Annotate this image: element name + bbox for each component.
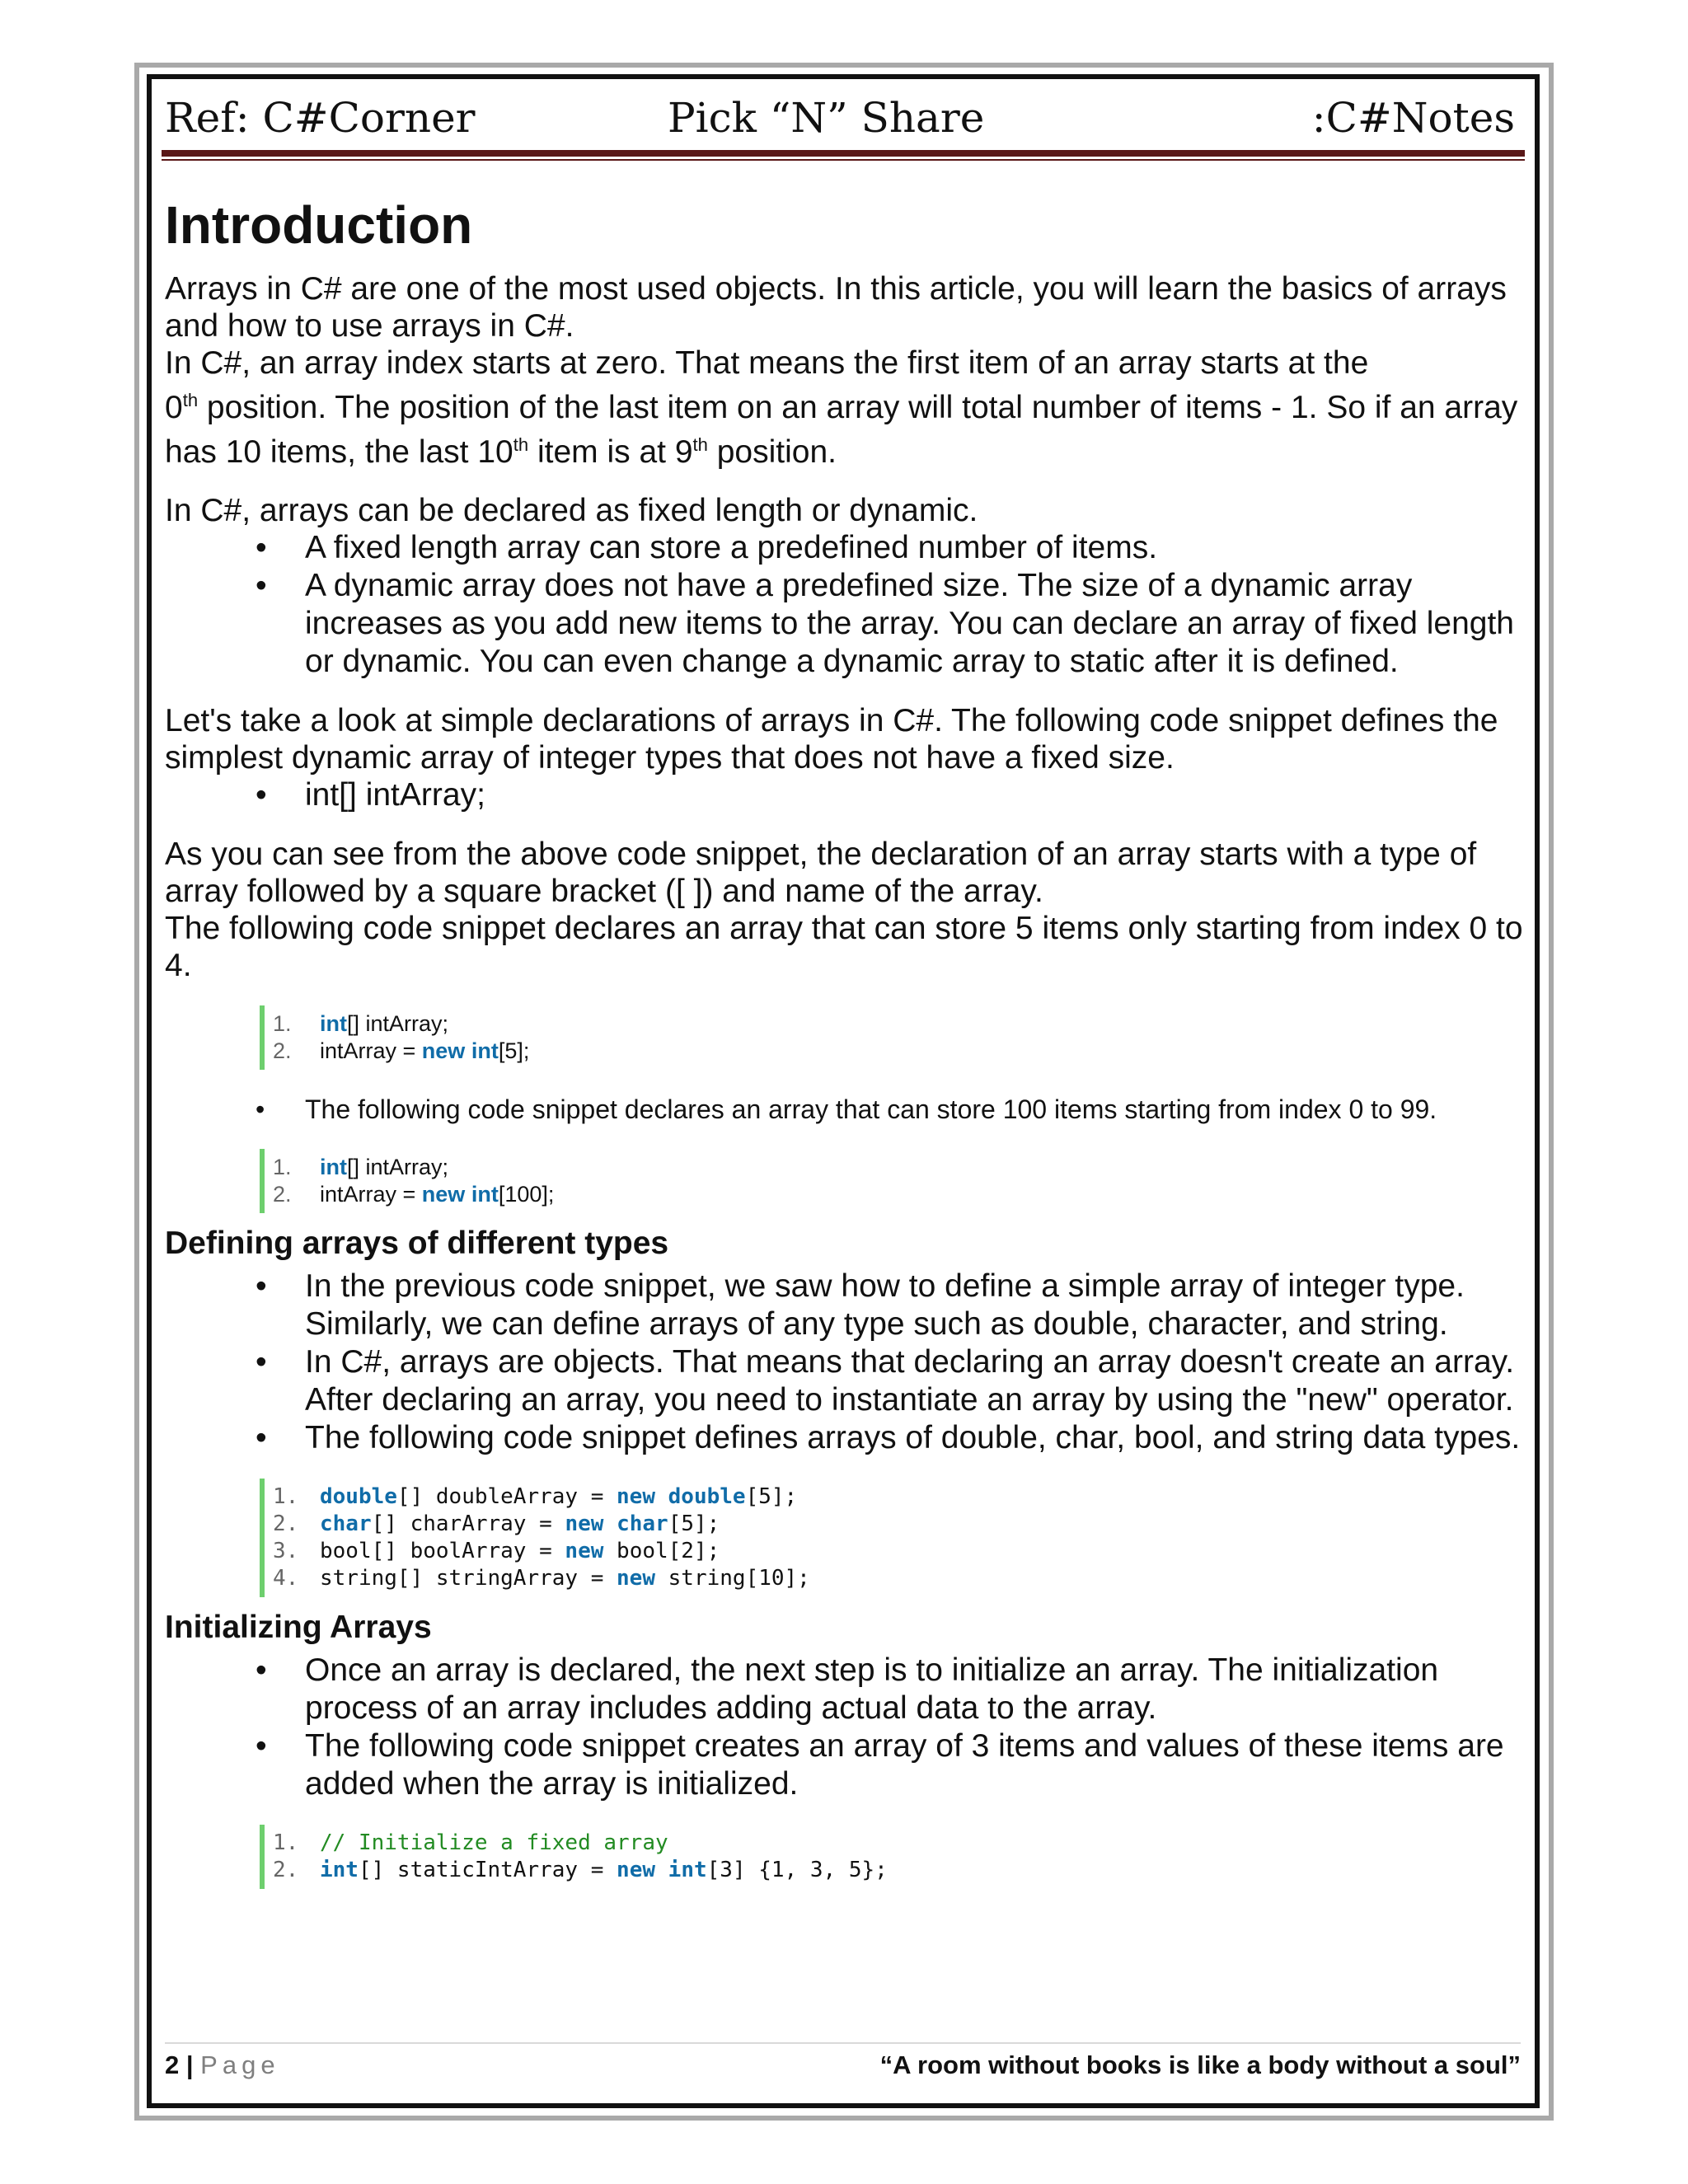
line-number: 2. <box>273 1511 299 1536</box>
code-line <box>265 1038 1525 1065</box>
code-text: [] staticIntArray = <box>358 1858 617 1882</box>
dynamic-array-list <box>165 776 1525 814</box>
page-header <box>165 94 1515 145</box>
code-line <box>265 1538 1525 1565</box>
line-number: 2. <box>273 1858 299 1882</box>
line-number: 4. <box>273 1566 299 1591</box>
page-label: Page <box>200 2050 280 2079</box>
code-line <box>265 1483 1525 1511</box>
types-list <box>165 1268 1525 1457</box>
code-keyword: new <box>421 1182 466 1207</box>
intro-paragraph-4: Let's take a look at simple declarations of arrays in C#. The following code snippet defines the simplest dynamic array of integer types that does not have a fixed size. <box>165 703 1498 776</box>
line-number: 1. <box>273 1484 299 1509</box>
code-snippet-2 <box>260 1149 1525 1213</box>
code-snippet-1 <box>260 1005 1525 1070</box>
code-keyword: int <box>471 1182 499 1207</box>
code-keyword: new <box>617 1566 655 1591</box>
code-space <box>655 1484 668 1509</box>
code-line <box>265 1511 1525 1538</box>
header-rule-thin <box>162 159 1525 161</box>
footer-rule <box>165 2042 1521 2044</box>
intro-paragraph-1: Arrays in C# are one of the most used objects. In this article, you will learn the basics of arrays and how to use arrays in C#. <box>165 271 1507 344</box>
page-number <box>165 2050 280 2080</box>
line-number: 1. <box>273 1155 292 1179</box>
sup-th-2: th <box>513 434 529 455</box>
code-text: [5]; <box>498 1038 530 1063</box>
code-keyword: new <box>617 1858 656 1882</box>
code-space <box>603 1511 617 1536</box>
code-text: [] doubleArray = <box>396 1484 617 1509</box>
intro-heading: Introduction <box>165 195 473 255</box>
list-item: • Once an array is declared, the next step is to initialize an array. The initialization process of an array includes adding actual data to the array. <box>165 1652 1525 1727</box>
text-item-at: item is at 9 <box>528 434 693 470</box>
code-keyword: int <box>668 1858 707 1882</box>
code-line <box>265 1857 1525 1884</box>
types-heading: Defining arrays of different types <box>165 1226 669 1261</box>
code-keyword: double <box>668 1484 746 1509</box>
init-list <box>165 1652 1525 1803</box>
list-item: • In the previous code snippet, we saw how to define a simple array of integer type. Similarly, we can define arrays of any type such as double, character, and string. <box>165 1268 1525 1343</box>
code-text: [] charArray = <box>371 1511 565 1536</box>
list-item: • A dynamic array does not have a predefined size. The size of a dynamic array increases as you add new items to the array. You can declare an array of fixed length or dynamic. You can even change a dynamic array to static after it is defined. <box>165 567 1525 681</box>
line-number: 1. <box>273 1011 292 1036</box>
code-keyword: double <box>320 1484 397 1509</box>
code-line <box>265 1565 1525 1592</box>
code-line <box>265 1830 1525 1857</box>
text-position-sentence: position. The position of the last item on an array will total number of items - 1. So if an array has 10 items, the last 10 <box>165 390 1518 470</box>
list-item: • In C#, arrays are objects. That means that declaring an array doesn't create an array. After declaring an array, you need to instantiate an array by using the "new" operator. <box>165 1343 1525 1419</box>
code-text: [3] {1, 3, 5}; <box>706 1858 888 1882</box>
line-number: 1. <box>273 1830 299 1855</box>
footer-quote: “A room without books is like a body without a soul” <box>879 2050 1521 2079</box>
line-number: 2. <box>273 1038 292 1063</box>
intro-paragraph-3: In C#, arrays can be declared as fixed length or dynamic. <box>165 493 978 528</box>
list-item: • int[] intArray; <box>165 776 1525 814</box>
page-footer <box>165 2050 1521 2088</box>
intro-paragraph-5: As you can see from the above code snippet, the declaration of an array starts with a type of array followed by a square bracket ([ ]) and name of the array. <box>165 837 1477 909</box>
code-comment: // Initialize a fixed array <box>320 1830 668 1855</box>
init-heading: Initializing Arrays <box>165 1610 432 1645</box>
code-keyword: int <box>320 1011 347 1036</box>
array-100-list <box>165 1091 1525 1127</box>
code-line <box>265 1154 1525 1181</box>
sup-th-1: th <box>182 390 199 410</box>
code-text: bool[] boolArray = <box>320 1539 565 1563</box>
intro-paragraph-2-line1: In C#, an array index starts at zero. That means the first item of an array starts at the <box>165 345 1369 381</box>
code-keyword: new <box>421 1038 466 1063</box>
page-separator: | <box>179 2050 201 2079</box>
code-line <box>265 1181 1525 1208</box>
code-text: [] intArray; <box>347 1155 449 1179</box>
array-kinds-list <box>165 529 1525 681</box>
code-snippet-4 <box>260 1825 1525 1889</box>
code-text: [100]; <box>498 1182 555 1207</box>
list-item: • The following code snippet declares an array that can store 100 items starting from index 0 to 99. <box>165 1091 1525 1127</box>
code-snippet-3 <box>260 1479 1525 1597</box>
code-space <box>655 1858 668 1882</box>
list-item: • The following code snippet defines arrays of double, char, bool, and string data types. <box>165 1419 1525 1457</box>
sup-th-3: th <box>692 434 708 455</box>
code-text: [5]; <box>745 1484 798 1509</box>
code-text: string[10]; <box>655 1566 810 1591</box>
code-text: [5]; <box>668 1511 720 1536</box>
header-ref: Ref: C#Corner <box>165 94 476 142</box>
code-space <box>465 1182 471 1207</box>
code-keyword: int <box>320 1155 347 1179</box>
intro-paragraph-6: The following code snippet declares an array that can store 5 items only starting from index 0 to 4. <box>165 911 1523 983</box>
code-keyword: char <box>617 1511 668 1536</box>
code-keyword: new <box>565 1511 604 1536</box>
code-text: intArray = <box>320 1038 422 1063</box>
code-keyword: char <box>320 1511 372 1536</box>
page-number-value: 2 <box>165 2050 180 2079</box>
header-title: Pick “N” Share <box>668 94 985 142</box>
text-position-end: position. <box>707 434 837 470</box>
text-zero: 0 <box>165 390 183 425</box>
code-space <box>465 1038 471 1063</box>
header-rule <box>162 150 1525 157</box>
page-content <box>165 188 1525 1889</box>
code-text: [] intArray; <box>347 1011 449 1036</box>
code-keyword: int <box>471 1038 499 1063</box>
intro-paragraph-2 <box>165 382 1525 471</box>
header-notes: :C#Notes <box>1311 94 1515 142</box>
list-item: • The following code snippet creates an array of 3 items and values of these items are added when the array is initialized. <box>165 1727 1525 1803</box>
line-number: 3. <box>273 1539 299 1563</box>
code-keyword: new <box>565 1539 604 1563</box>
code-text: string[] stringArray = <box>320 1566 617 1591</box>
list-item: • A fixed length array can store a predefined number of items. <box>165 529 1525 567</box>
code-line <box>265 1010 1525 1038</box>
line-number: 2. <box>273 1182 292 1207</box>
code-text: intArray = <box>320 1182 422 1207</box>
code-keyword: int <box>320 1858 359 1882</box>
code-text: bool[2]; <box>603 1539 720 1563</box>
code-keyword: new <box>617 1484 655 1509</box>
